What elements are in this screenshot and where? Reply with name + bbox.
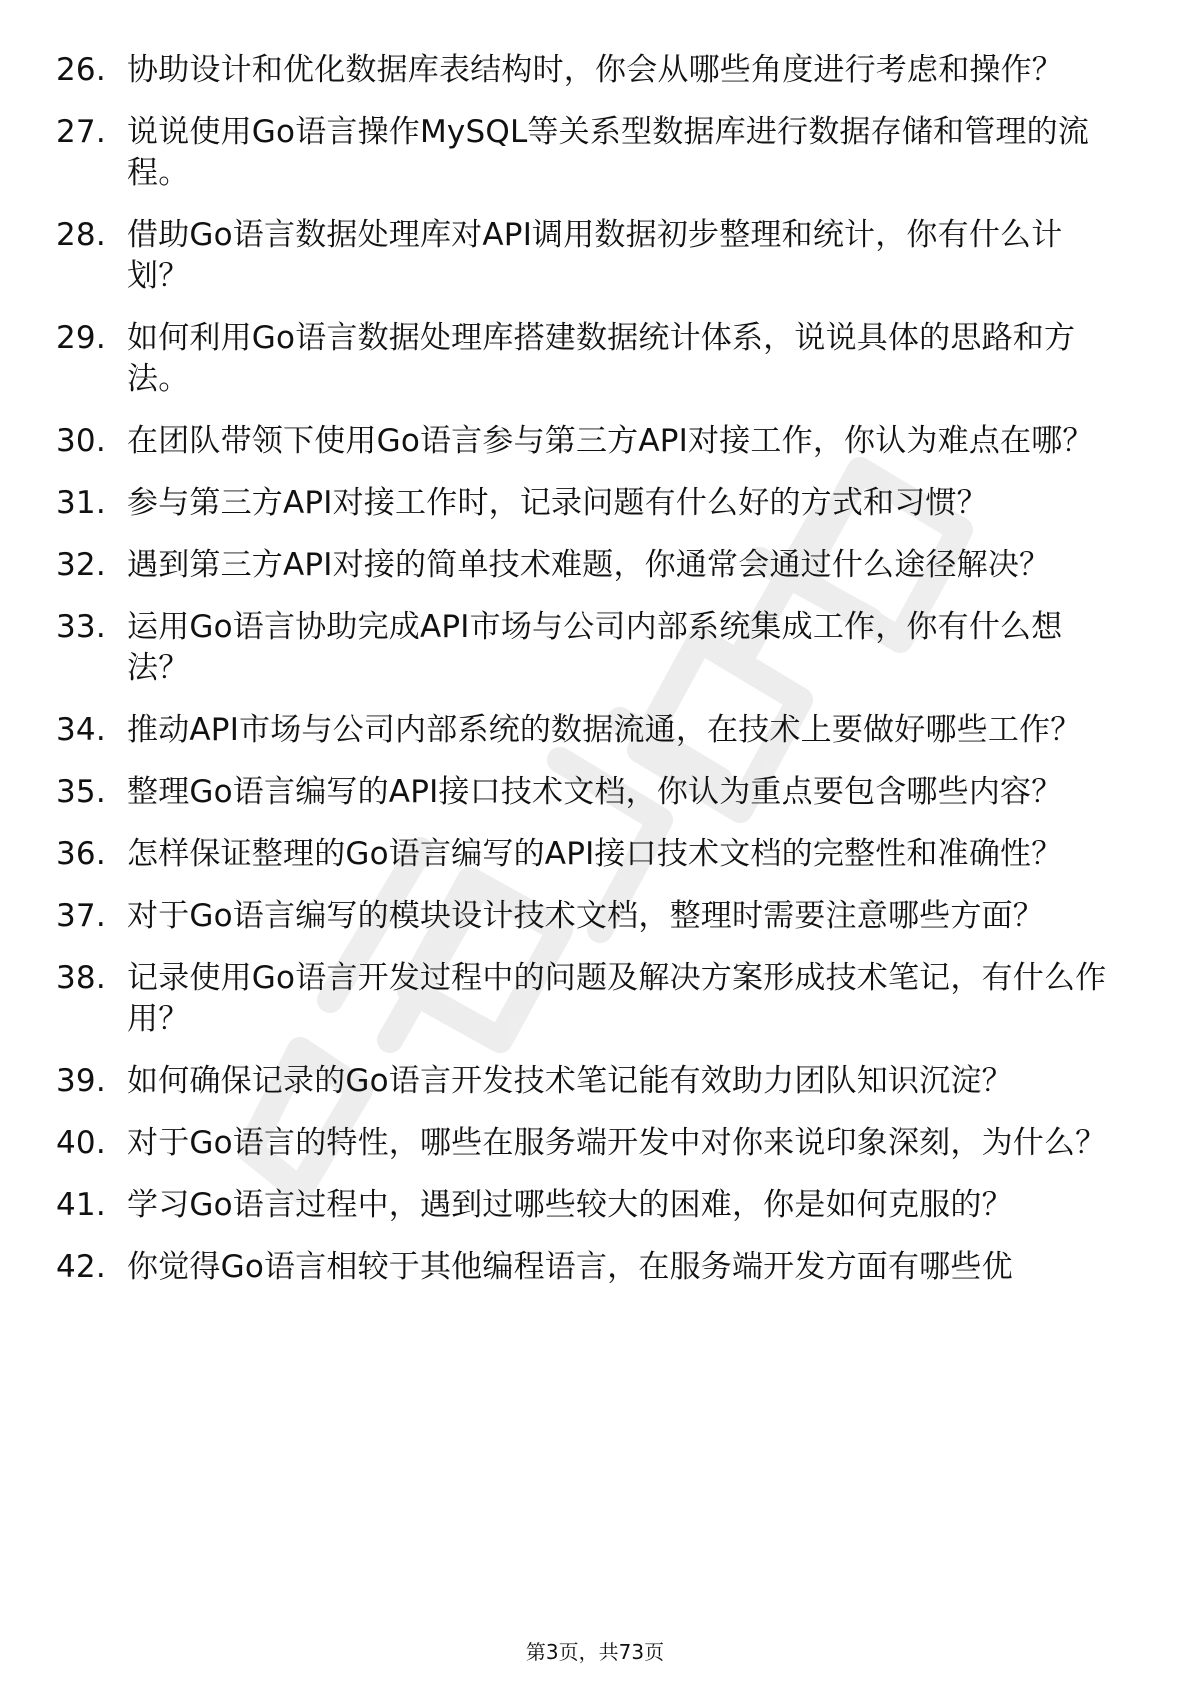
question-text: 协助设计和优化数据库表结构时，你会从哪些角度进行考虑和操作？ — [127, 52, 1063, 88]
question-item — [0, 772, 1190, 813]
question-number: 36. — [56, 836, 106, 872]
question-item — [0, 318, 1190, 400]
question-number: 41. — [56, 1187, 106, 1223]
question-text: 借助Go语言数据处理库对API调用数据初步整理和统计，你有什么计划？ — [127, 217, 1063, 294]
question-text: 你觉得Go语言相较于其他编程语言，在服务端开发方面有哪些优 — [127, 1249, 1013, 1285]
question-list — [0, 50, 1190, 1309]
question-item — [0, 483, 1190, 524]
question-number: 30. — [56, 423, 106, 459]
question-item — [0, 545, 1190, 586]
question-text: 说说使用Go语言操作MySQL等关系型数据库进行数据存储和管理的流程。 — [127, 114, 1090, 191]
question-number: 42. — [56, 1249, 106, 1285]
question-number: 29. — [56, 320, 106, 356]
question-number: 28. — [56, 217, 106, 253]
page-footer: 第3页，共73页 — [525, 1640, 665, 1664]
question-text: 记录使用Go语言开发过程中的问题及解决方案形成技术笔记，有什么作用？ — [127, 960, 1107, 1037]
question-item — [0, 896, 1190, 937]
question-number: 32. — [56, 547, 106, 583]
question-number: 35. — [56, 774, 106, 810]
question-number: 37. — [56, 898, 106, 934]
question-text: 如何利用Go语言数据处理库搭建数据统计体系，说说具体的思路和方法。 — [127, 320, 1076, 397]
question-number: 27. — [56, 114, 106, 150]
question-text: 对于Go语言编写的模块设计技术文档，整理时需要注意哪些方面？ — [127, 898, 1044, 934]
question-number: 34. — [56, 712, 106, 748]
question-text: 遇到第三方API对接的简单技术难题，你通常会通过什么途径解决？ — [127, 547, 1051, 583]
question-item — [0, 1123, 1190, 1164]
question-text: 在团队带领下使用Go语言参与第三方API对接工作，你认为难点在哪？ — [127, 423, 1094, 459]
question-item — [0, 1061, 1190, 1102]
question-text: 对于Go语言的特性，哪些在服务端开发中对你来说印象深刻，为什么？ — [127, 1125, 1107, 1161]
question-item — [0, 112, 1190, 194]
question-item — [0, 958, 1190, 1040]
question-text: 运用Go语言协助完成API市场与公司内部系统集成工作，你有什么想法？ — [127, 609, 1063, 686]
question-item — [0, 834, 1190, 875]
question-item — [0, 607, 1190, 689]
question-number: 40. — [56, 1125, 106, 1161]
question-text: 推动API市场与公司内部系统的数据流通，在技术上要做好哪些工作？ — [127, 712, 1082, 748]
question-item — [0, 215, 1190, 297]
question-item — [0, 421, 1190, 462]
question-item — [0, 710, 1190, 751]
question-number: 38. — [56, 960, 106, 996]
question-text: 学习Go语言过程中，遇到过哪些较大的困难，你是如何克服的？ — [127, 1187, 1013, 1223]
question-number: 33. — [56, 609, 106, 645]
question-item — [0, 1185, 1190, 1226]
question-number: 26. — [56, 52, 106, 88]
question-text: 怎样保证整理的Go语言编写的API接口技术文档的完整性和准确性？ — [127, 836, 1063, 872]
question-text: 如何确保记录的Go语言开发技术笔记能有效助力团队知识沉淀？ — [127, 1063, 1013, 1099]
question-number: 39. — [56, 1063, 106, 1099]
question-text: 整理Go语言编写的API接口技术文档，你认为重点要包含哪些内容？ — [127, 774, 1063, 810]
question-item — [0, 1247, 1190, 1288]
question-number: 31. — [56, 485, 106, 521]
question-text: 参与第三方API对接工作时，记录问题有什么好的方式和习惯？ — [127, 485, 988, 521]
question-item — [0, 50, 1190, 91]
